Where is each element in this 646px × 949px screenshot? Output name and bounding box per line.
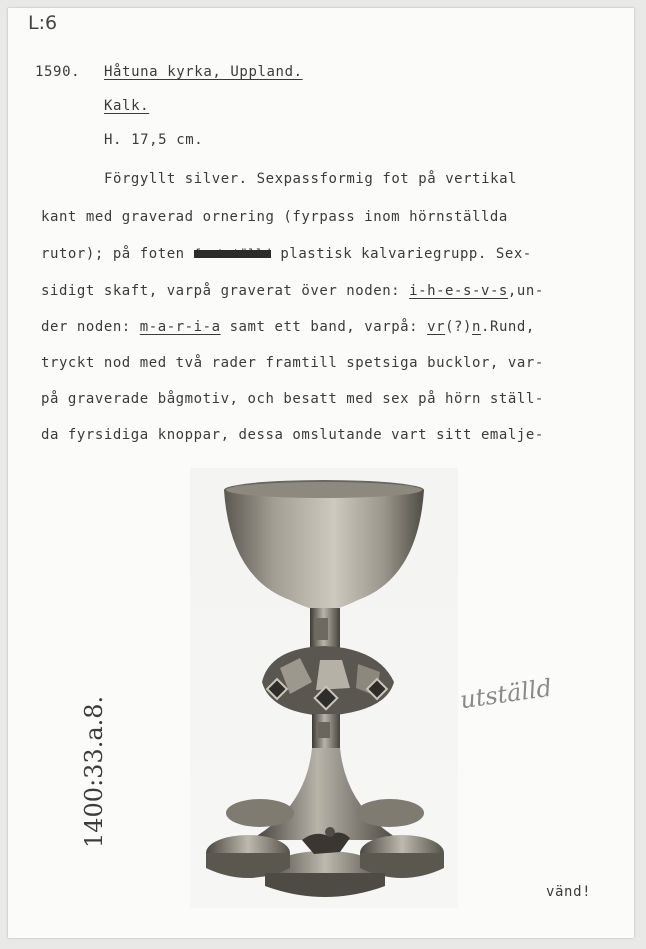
- struck-word: fastställd: [193, 247, 272, 261]
- text-fragment: samt ett band, varpå:: [220, 319, 428, 335]
- text-fragment: (?): [445, 319, 473, 335]
- text-fragment: tryckt nod med två rader framtill spetsiga bucklor, var-: [41, 355, 544, 371]
- text-fragment: der noden:: [41, 319, 140, 335]
- text-fragment: .Rund,: [481, 319, 535, 335]
- archive-card: [8, 8, 634, 938]
- description-line: [41, 391, 544, 407]
- chalice-photo: [190, 468, 458, 908]
- text-fragment: kant med graverad ornering (fyrpass inom hörnställda: [41, 209, 508, 225]
- description-line: [41, 283, 544, 299]
- description-line: [41, 319, 535, 335]
- text-fragment: vr: [427, 319, 446, 335]
- chalice-image: [190, 468, 458, 908]
- text-fragment: plastisk kalvariegrupp. Sex-: [271, 246, 532, 262]
- place-title: Håtuna kyrka, Uppland.: [104, 64, 303, 80]
- description-line: [41, 246, 532, 262]
- text-fragment: på graverade bågmotiv, och besatt med sex på hörn ställ-: [41, 391, 544, 407]
- text-fragment: m-a-r-i-a: [139, 319, 221, 335]
- handwritten-note: utställd: [458, 673, 554, 715]
- text-fragment: n: [472, 319, 481, 335]
- description-line: [41, 427, 544, 443]
- description-line: [104, 171, 517, 187]
- text-fragment: da fyrsidiga knoppar, dessa omslutande vart sitt emalje-: [41, 427, 544, 443]
- catalog-number: 1590.: [35, 64, 81, 80]
- object-type: Kalk.: [104, 98, 150, 114]
- text-fragment: i-h-e-s-v-s: [409, 283, 508, 299]
- description-line: [41, 209, 508, 225]
- inventory-number: 1400:33.a.8.: [80, 695, 108, 848]
- text-fragment: rutor); på foten: [41, 246, 194, 262]
- text-fragment: ,un-: [507, 283, 544, 299]
- text-fragment: Förgyllt silver. Sexpassformig fot på vertikal: [104, 171, 518, 187]
- description-line: [41, 355, 544, 371]
- text-fragment: sidigt skaft, varpå graverat över noden:: [41, 283, 410, 299]
- object-height: H. 17,5 cm.: [104, 132, 204, 148]
- turn-over-note: vänd!: [546, 884, 592, 900]
- corner-mark: L:6: [28, 12, 58, 34]
